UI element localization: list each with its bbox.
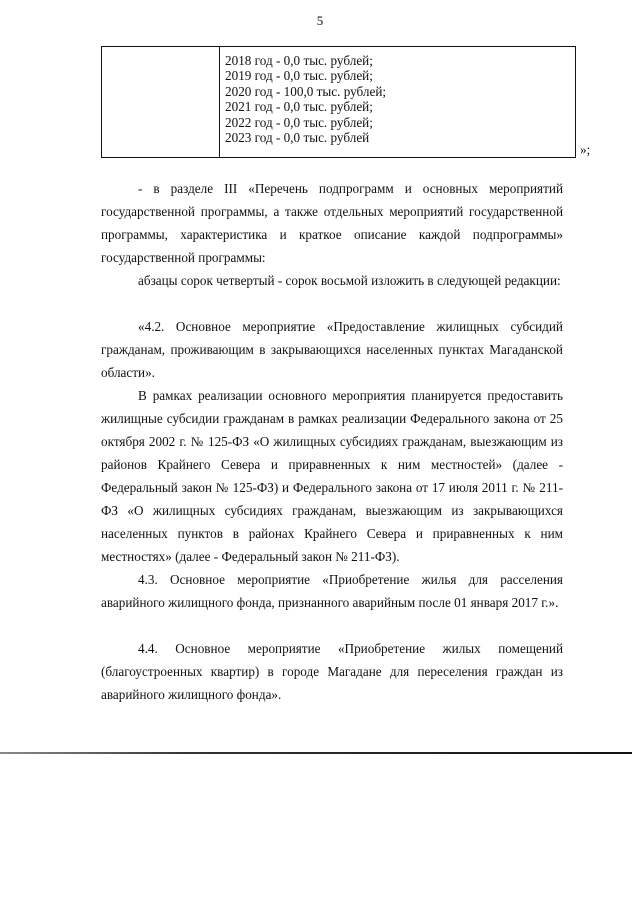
- paragraph-4-3: [101, 568, 563, 614]
- paragraph-section-iii: [101, 177, 563, 269]
- page-number: 5: [316, 13, 324, 28]
- bottom-rule: [0, 752, 632, 754]
- paragraph-text: 4.3. Основное мероприятие «Приобретение жилья для расселения аварийного жилищного фонда, признанного аварийным после 01 января 2017 г.».: [101, 572, 563, 610]
- funding-row-2020: 2020 год - 100,0 тыс. рублей;: [225, 83, 387, 99]
- paragraph-text: «4.2. Основное мероприятие «Предоставление жилищных субсидий гражданам, проживающим в закрывающихся населенных пунктах Магаданской области».: [101, 319, 563, 380]
- table-right-cell: [225, 53, 386, 145]
- paragraph-text: абзацы сорок четвертый - сорок восьмой изложить в следующей редакции:: [138, 273, 561, 288]
- paragraph-text: 4.4. Основное мероприятие «Приобретение жилых помещений (благоустроенных квартир) в городе Магадане для переселения граждан из аварийного жилищного фонда».: [101, 641, 563, 702]
- paragraph-4-2-details: [101, 384, 563, 568]
- funding-row-2019: 2019 год - 0,0 тыс. рублей;: [225, 68, 373, 84]
- paragraph-instruction: [101, 269, 563, 292]
- paragraph-4-2: [101, 315, 563, 384]
- funding-row-2022: 2022 год - 0,0 тыс. рублей;: [225, 114, 373, 130]
- paragraph-text: В рамках реализации основного мероприятия планируется предоставить жилищные субсидии гражданам в рамках реализации Федерального закона от 25 октября 2002 г. № 125-ФЗ «О жилищных субсидиях гражданам, выезжающим из районов Крайнего Севера и приравненных к ним местностей» (далее - Федеральный закон № 125-ФЗ) и Федерального закона от 17 июля 2011 г. № 211-ФЗ «О жилищных субсидиях гражданам, выезжающим из закрывающихся населенных пунктов в районах Крайнего Севера и приравненных к ним местностях» (далее - Федеральный закон № 211-ФЗ).: [101, 388, 563, 564]
- funding-row-2023: 2023 год - 0,0 тыс. рублей: [225, 130, 370, 146]
- paragraph-text: - в разделе III «Перечень подпрограмм и основных мероприятий государственной программы, а также отдельных мероприятий государственной программы, характеристика и краткое описание каждой подпрограммы» государственной программы:: [101, 181, 563, 265]
- funding-row-2018: 2018 год - 0,0 тыс. рублей;: [225, 53, 373, 68]
- funding-row-2021: 2021 год - 0,0 тыс. рублей;: [225, 99, 373, 115]
- table-closing-quote: »;: [580, 142, 591, 157]
- table-left-cell: [102, 47, 220, 157]
- paragraph-4-4: [101, 637, 563, 706]
- funding-table: [101, 46, 576, 158]
